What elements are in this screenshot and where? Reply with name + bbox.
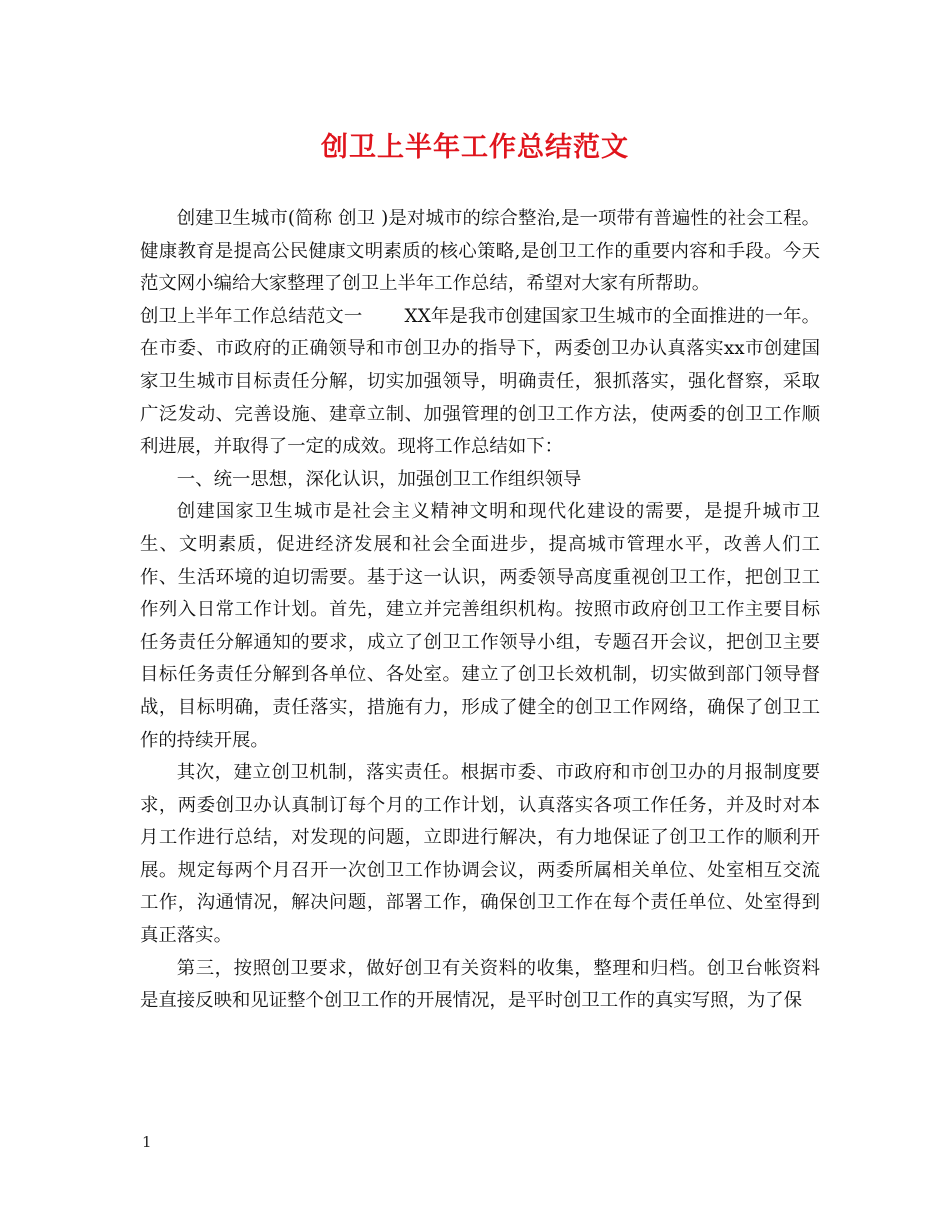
paragraph-organization: 创建国家卫生城市是社会主义精神文明和现代化建设的需要，是提升城市卫生、文明素质，促进经济发展和社会全面进步，提高城市管理水平，改善人们工作、生活环境的迫切需要。基于这一认识，两委领导高度重视创卫工作，把创卫工作列入日常工作计划。首先，建立并完善组织机构。按照市政府创卫工作主要目标任务责任分解通知的要求，成立了创卫工作领导小组，专题召开会议，把创卫主要目标任务责任分解到各单位、各处室。建立了创卫长效机制，切实做到部门领导督战，目标明确，责任落实，措施有力，形成了健全的创卫工作网络，确保了创卫工作的持续开展。 (140, 501, 820, 751)
paragraph-mechanism: 其次，建立创卫机制，落实责任。根据市委、市政府和市创卫办的月报制度要求，两委创卫办认真制订每个月的工作计划，认真落实各项工作任务，并及时对本月工作进行总结，对发现的问题，立即进行解决，有力地保证了创卫工作的顺利开展。规定每两个月召开一次创卫工作协调会议，两委所属相关单位、处室相互交流工作，沟通情况，解决问题，部署工作，确保创卫工作在每个责任单位、处室得到真正落实。 (140, 762, 820, 947)
page-number: 1 (142, 1133, 152, 1151)
paragraph-section-one (140, 301, 820, 464)
document-body (140, 203, 820, 1018)
paragraph-intro: 创建卫生城市(简称 创卫 )是对城市的综合整治,是一项带有普遍性的社会工程。健康教育是提高公民健康文明素质的核心策略,是创卫工作的重要内容和手段。今天范文网小编给大家整理了创卫上半年工作总结，希望对大家有所帮助。 (140, 208, 820, 295)
paragraph-records: 第三，按照创卫要求，做好创卫有关资料的收集，整理和归档。创卫台帐资料是直接反映和见证整个创卫工作的开展情况，是平时创卫工作的真实写照，为了保 (140, 957, 820, 1012)
heading-one: 一、统一思想，深化认识，加强创卫工作组织领导 (176, 468, 582, 490)
document-title: 创卫上半年工作总结范文 (321, 132, 629, 163)
section-label: 创卫上半年工作总结范文一 (140, 305, 363, 327)
paragraph-section-one-text: XX年是我市创建国家卫生城市的全面推进的一年。在市委、市政府的正确领导和市创卫办的指导下，两委创卫办认真落实xx市创建国家卫生城市目标责任分解，切实加强领导，明确责任，狠抓落实，强化督察，采取广泛发动、完善设施、建章立制、加强管理的创卫工作方法，使两委的创卫工作顺利进展，并取得了一定的成效。现将工作总结如下： (140, 305, 820, 458)
